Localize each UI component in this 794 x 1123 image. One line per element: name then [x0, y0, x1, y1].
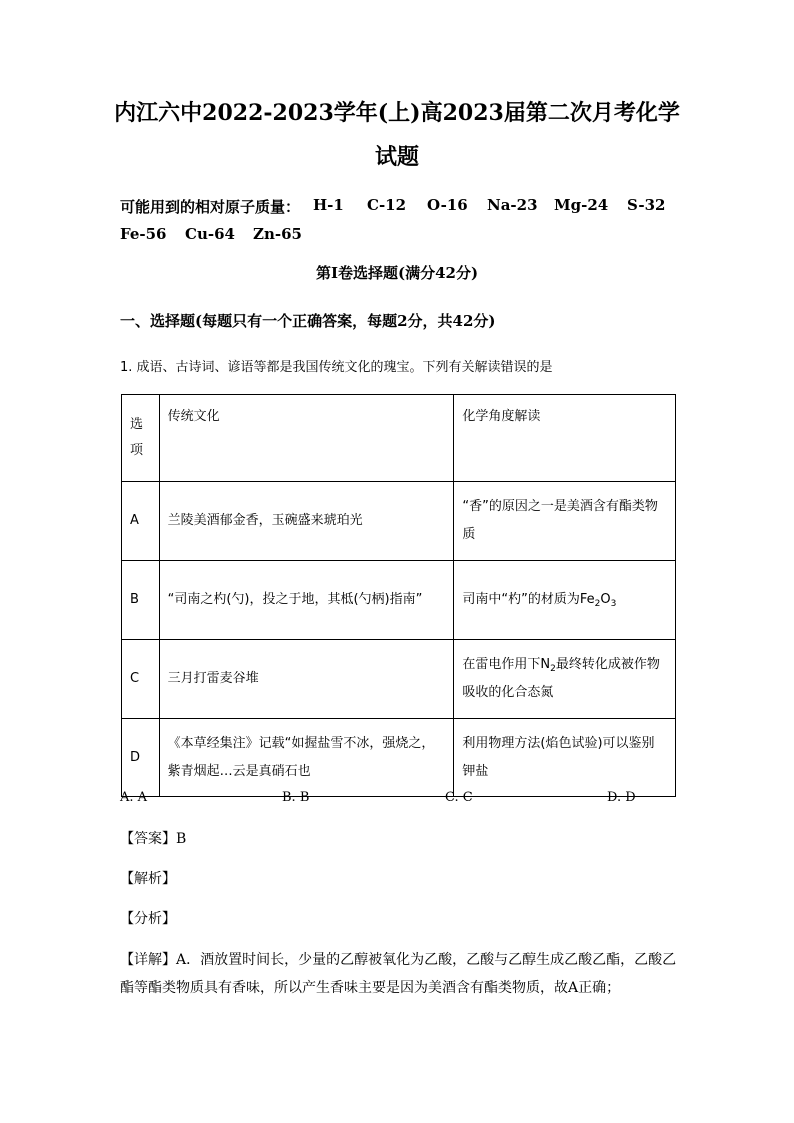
interpretation-text: 最终转化成被作物吸收的化合态氮	[462, 657, 660, 700]
detail-text: A．酒放置时间长，少量的乙醇被氧化为乙酸，乙酸与乙醇生成乙酸乙酯，乙酸乙酯等酯类物质具有香味，所以产生香味主要是因为美酒含有酯类物质，故A正确；	[120, 952, 677, 996]
question-stem: 1. 成语、古诗词、谚语等都是我国传统文化的瑰宝。下列有关解读错误的是	[120, 360, 553, 375]
atomic-mass-item: Zn-65	[253, 225, 302, 243]
answer-value: B	[176, 831, 187, 847]
atomic-mass-item: Na-23	[487, 196, 538, 214]
page-title-line1: 内江六中2022-2023学年(上)高2023届第二次月考化学	[114, 100, 680, 126]
interpretation-text: O	[600, 592, 611, 607]
atomic-mass-item: S-32	[627, 196, 666, 214]
option-cell: C	[122, 640, 160, 719]
interpretation-text: 在雷电作用下N	[462, 657, 551, 672]
option-cell: B	[122, 561, 160, 640]
table-header-cell: 传统文化	[159, 395, 454, 482]
interpretation-cell	[454, 561, 676, 640]
interpretation-cell	[454, 640, 676, 719]
subscript: 2	[594, 599, 601, 609]
table-header-cell: 选项	[122, 395, 160, 482]
question-table	[121, 394, 676, 797]
detail-paragraph	[120, 946, 680, 1002]
detail-label: 【详解】	[120, 952, 176, 968]
culture-cell: 《本草经集注》记载“如握盐雪不冰，强烧之，紫青烟起…云是真硝石也	[159, 719, 454, 797]
atomic-mass-item: Mg-24	[554, 196, 609, 214]
interpretation-cell: “香”的原因之一是美酒含有酯类物质	[454, 482, 676, 561]
interpretation-text: 司南中“杓”的材质为Fe	[462, 592, 595, 607]
interpretation-cell: 利用物理方法(焰色试验)可以鉴别钾盐	[454, 719, 676, 797]
part-title: 第I卷选择题(满分42分)	[315, 264, 479, 282]
subscript: 3	[610, 599, 617, 609]
page-title-line2: 试题	[374, 144, 419, 170]
table-row	[122, 719, 676, 797]
atomic-mass-item: C-12	[367, 196, 407, 214]
atomic-mass-item: Fe-56	[120, 225, 167, 243]
culture-cell: 兰陵美酒郁金香，玉碗盛来琥珀光	[159, 482, 454, 561]
option-cell: D	[122, 719, 160, 797]
option-c: C. C	[445, 790, 473, 805]
option-b: B. B	[282, 790, 310, 805]
option-cell: A	[122, 482, 160, 561]
table-row	[122, 640, 676, 719]
answer-line	[120, 828, 186, 848]
atomic-masses-label: 可能用到的相对原子质量：	[120, 198, 301, 216]
atomic-mass-item: O-16	[427, 196, 468, 214]
fenxi-label: 【分析】	[120, 911, 176, 927]
table-header-row	[122, 395, 676, 482]
table-row	[122, 561, 676, 640]
section-title: 一、选择题(每题只有一个正确答案，每题2分，共42分)	[120, 312, 496, 330]
answer-label: 【答案】	[120, 831, 176, 847]
option-d: D. D	[607, 790, 636, 805]
culture-cell: “司南之杓(勺)，投之于地，其柢(勺柄)指南”	[159, 561, 454, 640]
culture-cell: 三月打雷麦谷堆	[159, 640, 454, 719]
analysis-label: 【解析】	[120, 871, 176, 887]
atomic-mass-item: H-1	[313, 196, 344, 214]
subscript: 2	[550, 664, 556, 674]
table-row	[122, 482, 676, 561]
table-header-cell: 化学角度解读	[454, 395, 676, 482]
option-a: A. A	[120, 790, 148, 805]
atomic-mass-item: Cu-64	[185, 225, 235, 243]
